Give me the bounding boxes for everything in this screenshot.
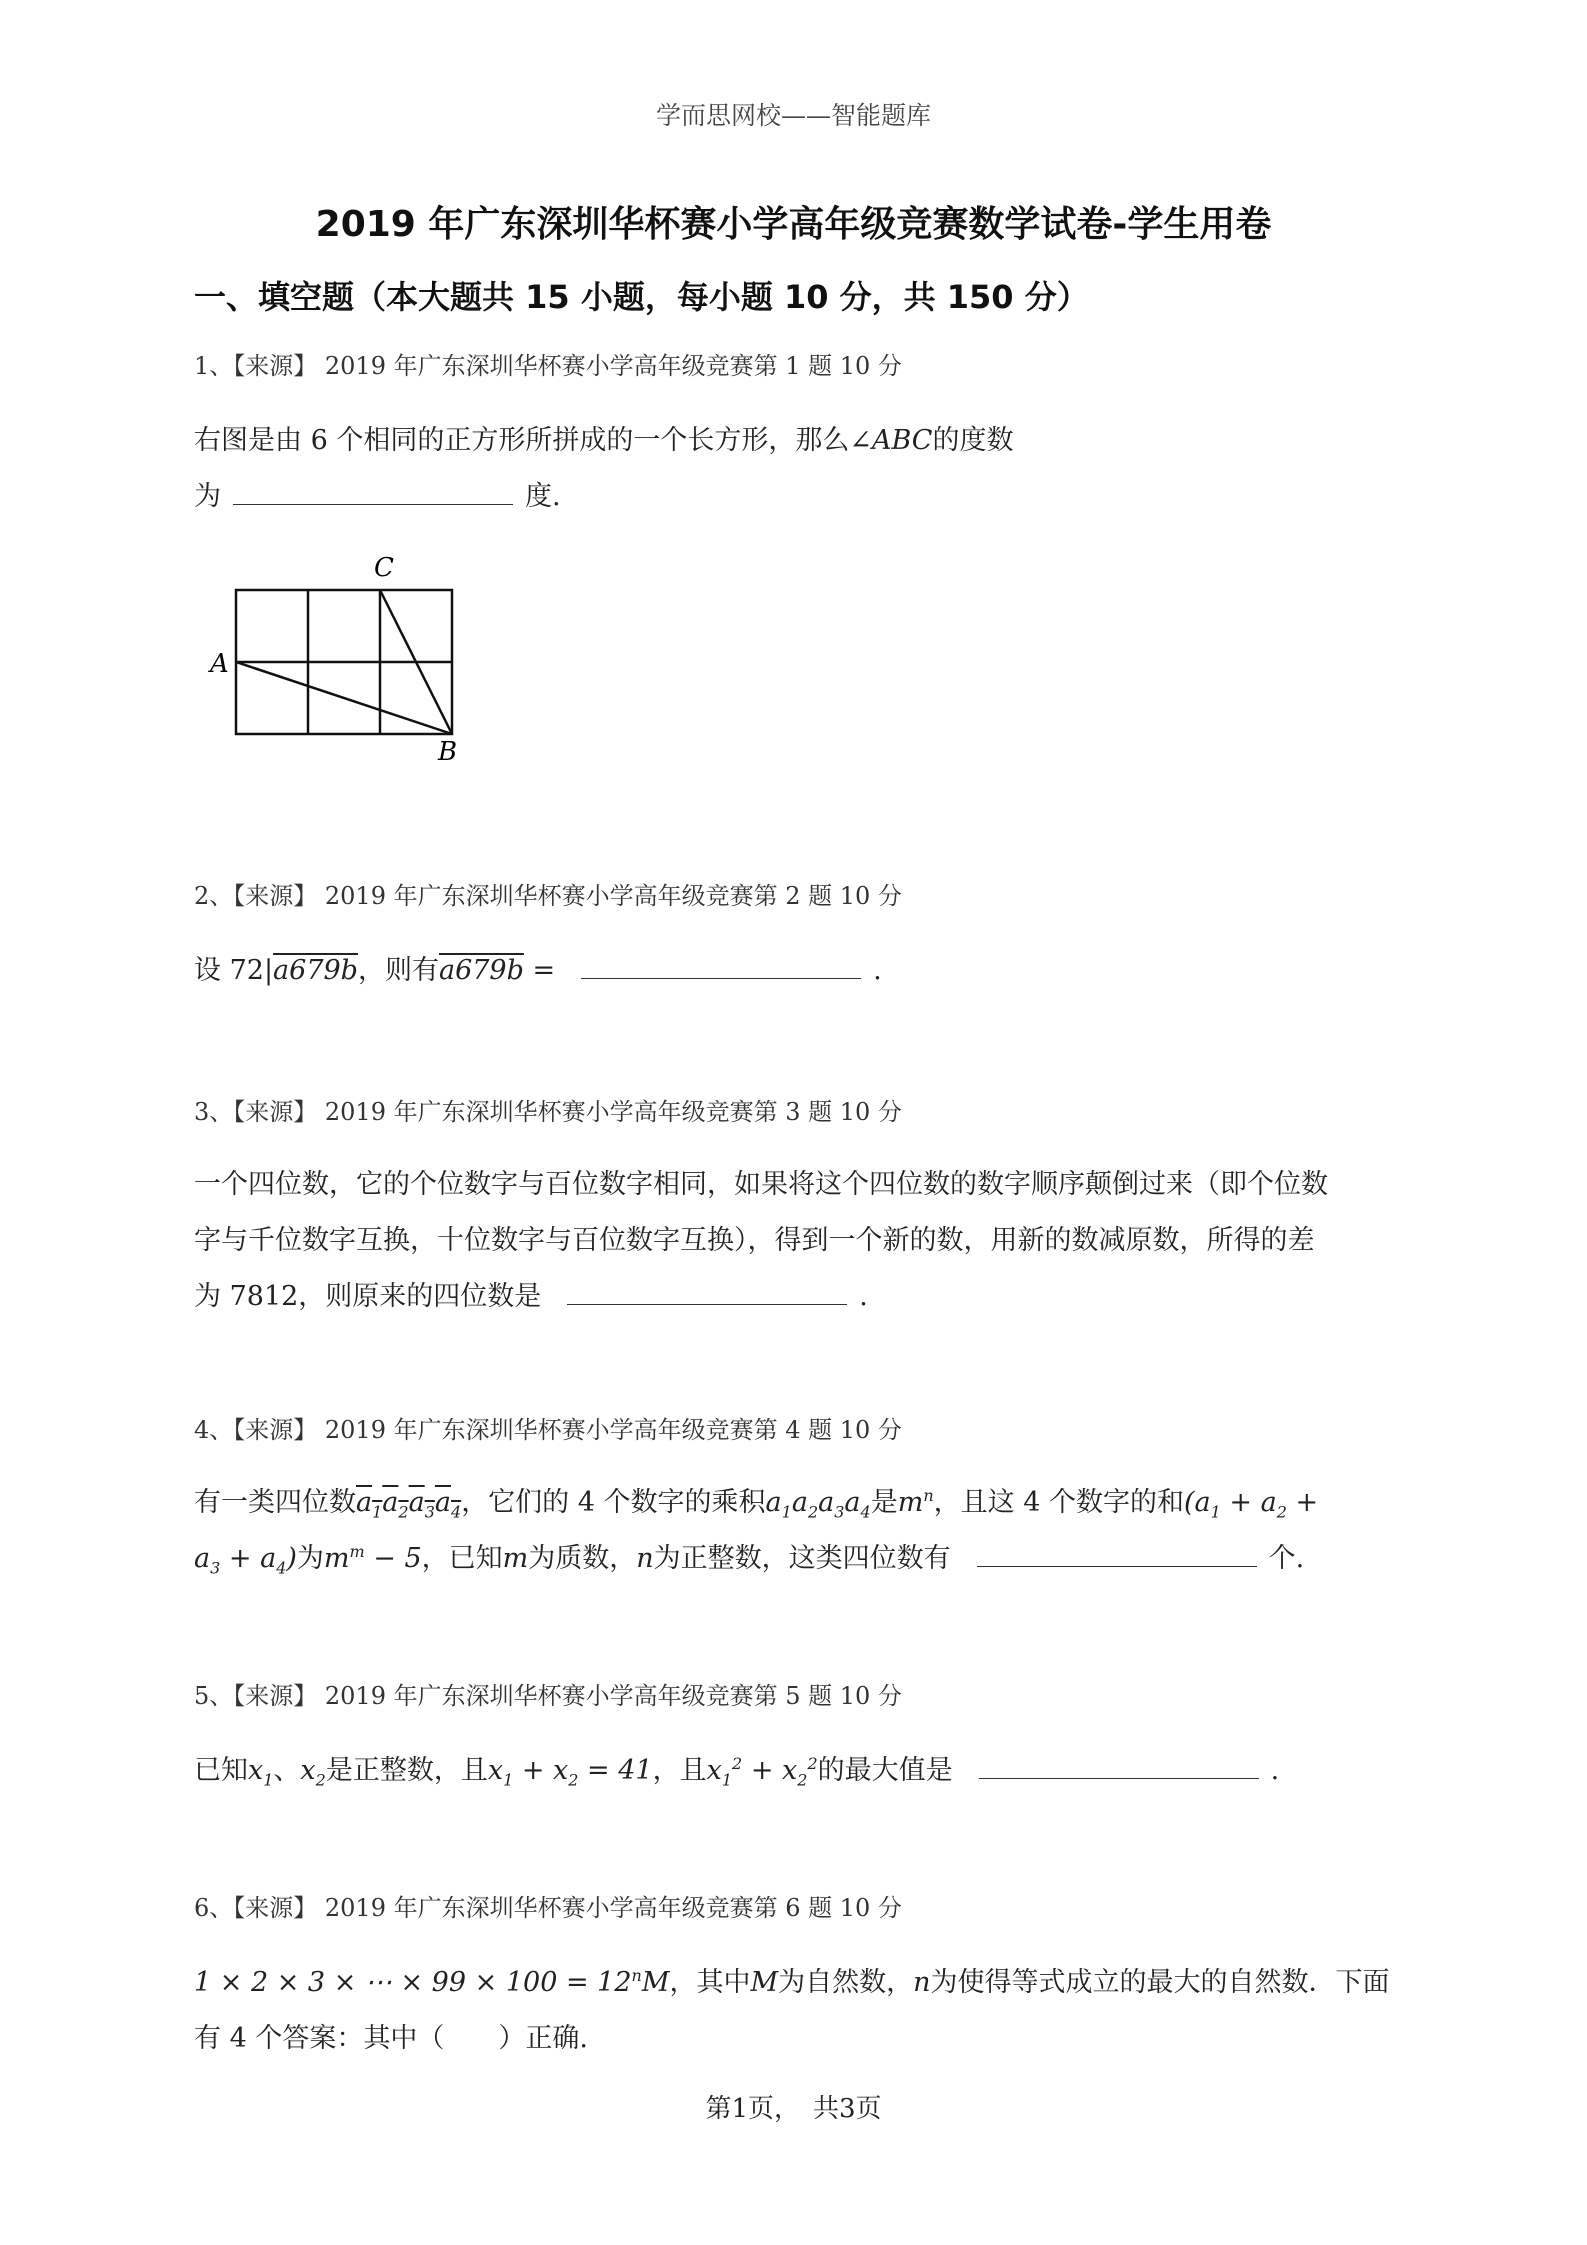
question-4-text-line2: $a_3 + a_4$)为$m^m - 5$，已知m为质数，n为正整数，这类四位数有 个. bbox=[194, 1542, 1305, 1578]
question-6-source: 6、【来源】 2019 年广东深圳华杯赛小学高年级竞赛第 6 题 10 分 bbox=[194, 1894, 902, 1922]
question-1-text-line1: 右图是由 6 个相同的正方形所拼成的一个长方形，那么∠ABC的度数 bbox=[194, 425, 1014, 456]
question-6-text-line1: 1 × 2 × 3 × ⋯ × $99 \times 100 = 12^nM$，其中M为自然数，n为使得等式成立的最大的自然数．下面 bbox=[194, 1966, 1390, 1998]
question-3-text-line2: 字与千位数字互换，十位数字与百位数字互换），得到一个新的数，用新的数减原数，所得的差 bbox=[194, 1225, 1315, 1256]
answer-blank-2[interactable] bbox=[581, 960, 861, 979]
page-header: 学而思网校——智能题库 bbox=[655, 101, 931, 130]
question-3-text-line3: 为 7812，则原来的四位数是 . bbox=[194, 1281, 868, 1312]
page-title: 2019 年广东深圳华杯赛小学高年级竞赛数学试卷-学生用卷 bbox=[315, 204, 1272, 245]
answer-blank-5[interactable] bbox=[979, 1760, 1259, 1779]
question-1-text-line2: 为 度. bbox=[194, 481, 561, 512]
question-3-source: 3、【来源】 2019 年广东深圳华杯赛小学高年级竞赛第 3 题 10 分 bbox=[194, 1098, 902, 1126]
label-a: A bbox=[210, 649, 229, 679]
answer-blank-4[interactable] bbox=[977, 1548, 1257, 1567]
label-c: C bbox=[374, 553, 394, 583]
section-heading: 一、填空题（本大题共 15 小题，每小题 10 分，共 150 分） bbox=[194, 278, 1089, 316]
segment-ab bbox=[236, 662, 452, 734]
question-3-text-line1: 一个四位数，它的个位数字与百位数字相同，如果将这个四位数的数字顺序颠倒过来（即个位数 bbox=[194, 1169, 1328, 1200]
question-5-source: 5、【来源】 2019 年广东深圳华杯赛小学高年级竞赛第 5 题 10 分 bbox=[194, 1682, 902, 1710]
answer-blank-1[interactable] bbox=[233, 486, 513, 505]
question-6-text-line2: 有 4 个答案：其中（ ）正确. bbox=[194, 2023, 588, 2054]
question-4-source: 4、【来源】 2019 年广东深圳华杯赛小学高年级竞赛第 4 题 10 分 bbox=[194, 1416, 902, 1444]
question-2-text: 设 72|a679b，则有a679b = . bbox=[194, 955, 882, 986]
question-2-source: 2、【来源】 2019 年广东深圳华杯赛小学高年级竞赛第 2 题 10 分 bbox=[194, 882, 902, 910]
question-5-text: 已知$x_1$、$x_2$是正整数，且$x_1 + x_2 = 41$，且$x_1^2 + x_2^2$的最大值是 . bbox=[194, 1754, 1280, 1790]
label-b: B bbox=[438, 737, 458, 767]
rectangle-grid-figure bbox=[200, 548, 480, 768]
question-4-text-line1: 有一类四位数$a_1a_2a_3a_4$，它们的 4 个数字的乘积$a_1a_2a_3a_4$是$m^n$，且这 4 个数字的和($a_1 + a_2$ + bbox=[194, 1486, 1319, 1522]
page-footer: 第1页， 共3页 bbox=[705, 2094, 882, 2124]
answer-blank-3[interactable] bbox=[567, 1286, 847, 1305]
question-1-source: 1、【来源】 2019 年广东深圳华杯赛小学高年级竞赛第 1 题 10 分 bbox=[194, 352, 902, 380]
